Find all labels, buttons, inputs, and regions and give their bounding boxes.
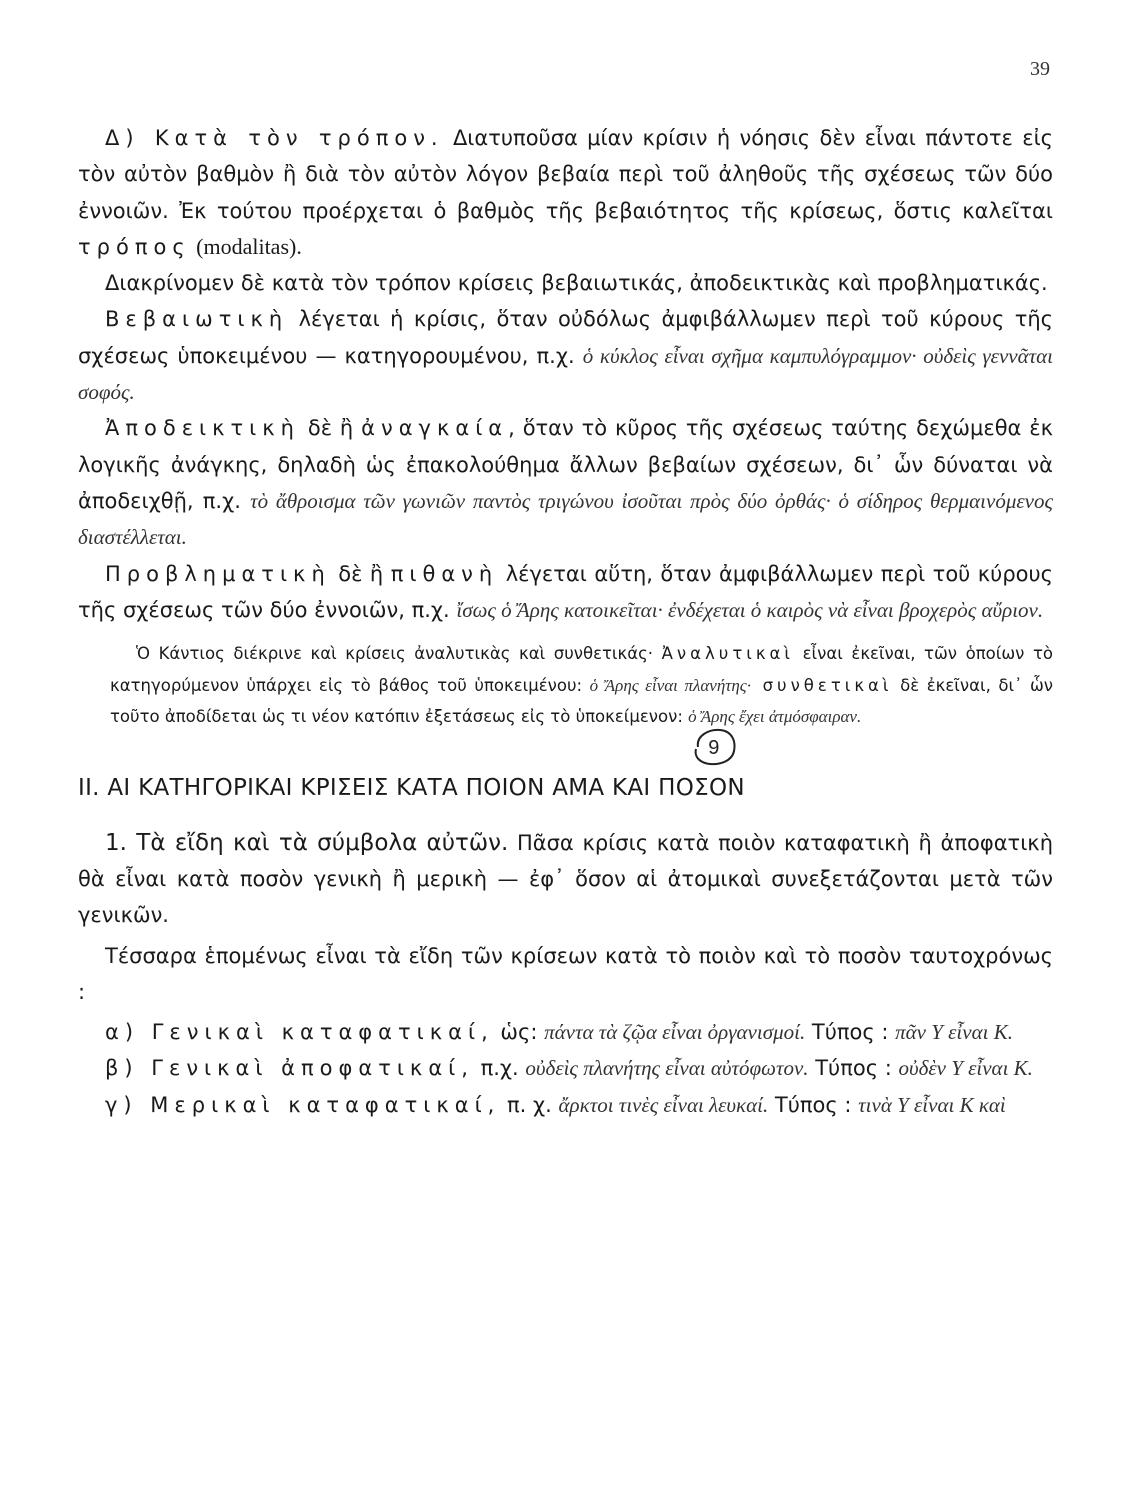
footnote-example-2: ὁ Ἄρης ἔχει ἀτμόσφαιραν. (688, 707, 862, 727)
bebaiotiki-text: λέγεται ἡ κρίσις, ὅταν οὐδόλως ἀμφιβάλλωμεν περὶ τοῦ κύρους τῆς σχέσεως ὑποκειμένου — κατηγορουμένου, π.χ. (78, 307, 1053, 368)
type-formula-label: Τύπος : (808, 1056, 899, 1081)
type-example: πάντα τὰ ζῷα εἶναι ὀργανισμοί. (544, 1020, 806, 1045)
subsection-1-heading: 1. Τὰ εἴδη καὶ τὰ σύμβολα αὐτῶν. (105, 829, 509, 856)
latin-term: (modalitas). (190, 233, 302, 259)
type-connector: ὡς: (493, 1020, 545, 1045)
term-tropos: τρόπος (78, 234, 191, 259)
footnote-text-1: Ὁ Κάντιος διέκρινε καὶ κρίσεις ἀναλυτικὰς καὶ συνθετικάς· (136, 644, 662, 664)
judgment-type-item (78, 1050, 1053, 1086)
pithani-term: πιθανὴ (390, 561, 499, 586)
type-label: β) Γενικαὶ ἀποφατικαί, (105, 1056, 474, 1081)
four-types-intro: Τέσσαρα ἑπομένως εἶναι τὰ εἴδη τῶν κρίσεων κατὰ τὸ ποιὸν καὶ τὸ ποσὸν ταυτοχρόνως : (78, 943, 1053, 1004)
apodeiktiki-paragraph (78, 410, 1053, 555)
judgment-type-item (78, 1014, 1053, 1050)
footnote-text-2: εἶναι ἐκεῖναι, τῶν ὁποίων τὸ κατηγορύμενον ὑπάρχει εἰς τὸ βάθος τοῦ ὑποκειμένου: (110, 644, 1053, 695)
section-d-text: Διατυποῦσα μίαν κρίσιν ἡ νόησις δὲν εἶναι πάντοτε εἰς τὸν αὐτὸν βαθμὸν ἢ διὰ τὸν αὐτὸν λόγον βεβαία περὶ τοῦ ἀληθοῦς τῆς σχέσεως τῶν δύο ἐννοιῶν. Ἐκ τούτου προέρχεται ὁ βαθμὸς τῆς βεβαιότητος τῆς κρίσεως, ὅστις καλεῖται (78, 126, 1054, 223)
type-connector: π.χ. (473, 1056, 526, 1081)
section-ii-heading-text: ΙΙ. ΑΙ ΚΑΤΗΓΟΡΙΚΑΙ ΚΡΙΣΕΙΣ ΚΑΤΑ ΠΟΙΟΝ ΑΜΑ ΚΑΙ ΠΟΣΟΝ (78, 774, 745, 801)
type-formula: οὐδὲν Υ εἶναι Κ. (898, 1056, 1033, 1081)
bebaiotiki-term: Βεβαιωτικὴ (105, 307, 289, 332)
problimatiki-example: ἴσως ὁ Ἄρης κατοικεῖται· ἐνδέχεται ὁ καιρὸς νὰ εἶναι βροχερὸς αὔριον. (456, 597, 1044, 622)
problimatiki-mid: δὲ ἢ (330, 561, 391, 586)
type-formula: τινὰ Υ εἶναι Κ καὶ (858, 1092, 1006, 1117)
type-example: ἄρκτοι τινὲς εἶναι λευκαί. (558, 1092, 769, 1117)
apodeiktiki-example: τὸ ἄθροισμα τῶν γωνιῶν παντὸς τριγώνου ἰσοῦται πρὸς δύο ὀρθάς· ὁ σίδηρος θερμαινόμενος διαστέλλεται. (78, 488, 1053, 550)
page-content (78, 120, 1053, 1123)
apodeiktiki-text: , ὅταν τὸ κῦρος τῆς σχέσεως ταύτης δεχώμεθα ἐκ λογικῆς ἀνάγκης, δηλαδὴ ὡς ἐπακολούθημα ἄλλων βεβαίων σχέσεων, δι᾽ ὧν δύναται νὰ ἀποδειχθῇ, π.χ. (78, 416, 1053, 513)
bebaiotiki-example: ὁ κύκλος εἶναι σχῆμα καμπυλόγραμμον· οὐδεὶς γεννᾶται σοφός. (78, 343, 1053, 405)
apodeiktiki-mid: δὲ ἢ (299, 416, 362, 441)
type-connector: π. χ. (500, 1092, 559, 1117)
subsection-1-text: Πᾶσα κρίσις κατὰ ποιὸν καταφατικὴ ἢ ἀποφατικὴ θὰ εἶναι κατὰ ποσὸν γενικὴ ἢ μερικὴ — ἐφ᾽ ὅσον αἱ ἀτομικαὶ συνεξετάζονται μετὰ τῶν γενικῶν. (78, 830, 1053, 928)
section-d-heading: Δ) Κατὰ τὸν τρόπον. (105, 126, 444, 150)
problimatiki-text: λέγεται αὕτη, ὅταν ἀμφιβάλλωμεν περὶ τοῦ κύρους τῆς σχέσεως τῶν δύο ἐννοιῶν, π.χ. (78, 561, 1053, 622)
judgment-type-item (78, 1087, 1053, 1123)
classification-paragraph: Διακρίνομεν δὲ κατὰ τὸν τρόπον κρίσεις βεβαιωτικάς, ἀποδεικτικὰς καὶ προβληματικάς. (105, 271, 1048, 296)
type-example: οὐδεὶς πλανήτης εἶναι αὐτόφωτον. (525, 1056, 809, 1081)
footnote-example-1: ὁ Ἄρης εἶναι πλανήτης· (589, 675, 751, 695)
bebaiotiki-paragraph (78, 301, 1053, 410)
problimatiki-term: Προβληματικὴ (105, 561, 331, 586)
footnote-kant (78, 638, 1053, 733)
handwritten-number: 9 (708, 736, 720, 759)
handwritten-circled-number (690, 727, 738, 767)
term-synthetikai: συνθετικαὶ (750, 675, 893, 695)
type-label: γ) Μερικαὶ καταφατικαί, (105, 1092, 501, 1117)
type-formula-label: Τύπος : (805, 1020, 896, 1045)
subsection-1-paragraph (78, 825, 1053, 934)
section-d-paragraph (78, 120, 1053, 265)
judgment-types-list (78, 1014, 1053, 1123)
footnote-text-3: δὲ ἐκεῖναι, δι᾽ ὧν τοῦτο ἀποδίδεται ὡς τι νέον κατόπιν ἐξετάσεως εἰς τὸ ὑποκείμενον: (110, 675, 1053, 727)
term-analytikai: Ἀναλυτικαὶ (661, 644, 795, 664)
apodeiktiki-term: Ἀποδεικτικὴ (105, 416, 300, 441)
type-formula: πᾶν Υ εἶναι Κ. (895, 1020, 1013, 1045)
type-formula-label: Τύπος : (768, 1092, 859, 1117)
anagkaia-term: ἀναγκαία (361, 416, 509, 441)
section-ii-heading (78, 736, 1053, 801)
problimatiki-paragraph (78, 556, 1053, 629)
page-number: 39 (1030, 58, 1050, 80)
type-label: α) Γενικαὶ καταφατικαί, (105, 1020, 494, 1045)
